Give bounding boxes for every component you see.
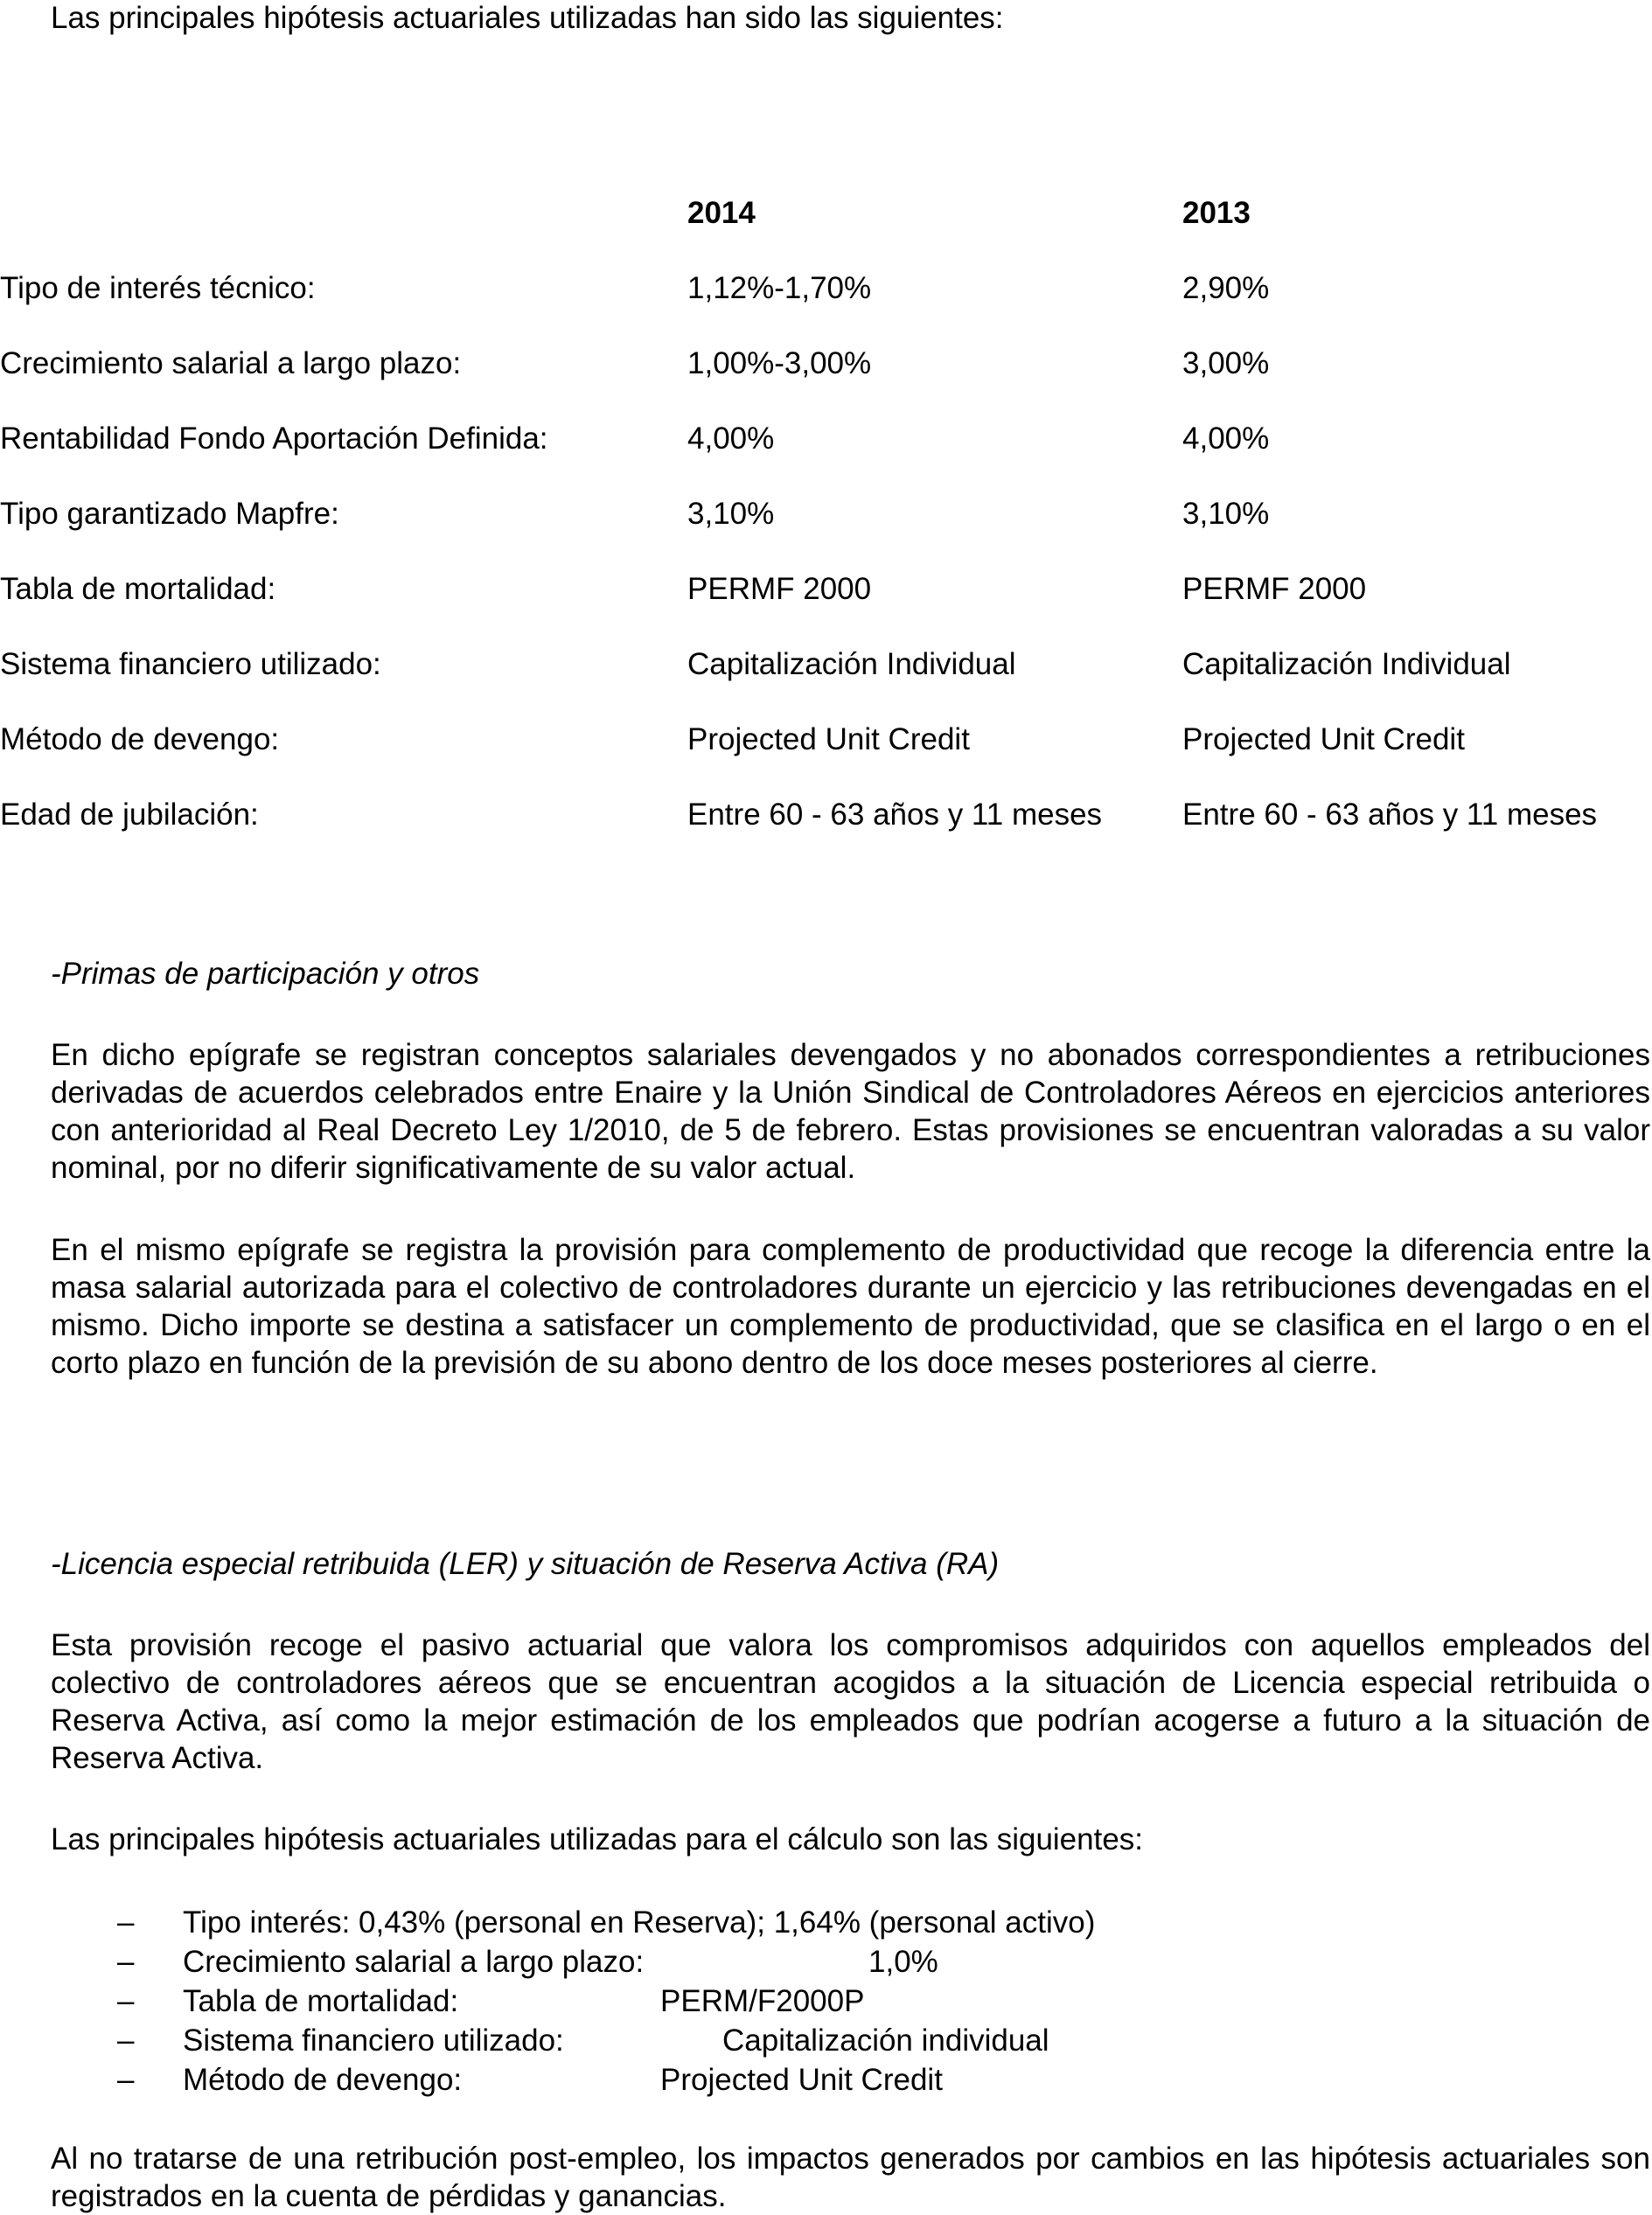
bullet-label: Sistema financiero utilizado: — [183, 2023, 564, 2058]
table-cell-2014: 4,00% — [687, 421, 775, 456]
table-cell-2013: Projected Unit Credit — [1182, 722, 1465, 756]
table-cell-2013: Entre 60 - 63 años y 11 meses — [1182, 798, 1598, 832]
bullet-dash: – — [117, 2023, 135, 2058]
table-row-label: Tipo de interés técnico: — [0, 271, 316, 305]
table-row-label: Edad de jubilación: — [0, 798, 259, 832]
bullet-value: PERM/F2000P — [660, 1984, 865, 2018]
table-cell-2013: 3,00% — [1182, 346, 1270, 380]
paragraph: En el mismo epígrafe se registra la provisión para complemento de productividad que recoge la diferencia entre la masa salarial autorizada para el colectivo de controladores durante un ejercicio y las retribuciones devengadas en el mismo. Dicho importe se destina a satisfacer un complemento de productividad, que se clasifica en el largo o en el corto plazo en función de la previsión de su abono dentro de los doce meses posteriores al cierre. — [51, 1233, 1650, 1380]
paragraph: Esta provisión recoge el pasivo actuarial que valora los compromisos adquiridos con aquellos empleados del colectivo de controladores aéreos que se encuentran acogidos a la situación de Licencia especial retribuida o Reserva Activa, así como la mejor estimación de los empleados que podrían acogerse a futuro a la situación de Reserva Activa. — [51, 1628, 1650, 1775]
table-cell-2014: PERMF 2000 — [687, 572, 872, 606]
table-cell-2014: Projected Unit Credit — [687, 722, 970, 756]
section-title-primas: -Primas de participación y otros — [51, 957, 480, 991]
table-cell-2014: 1,12%-1,70% — [687, 271, 872, 305]
table-cell-2013: PERMF 2000 — [1182, 572, 1367, 606]
table-header-2013: 2013 — [1182, 196, 1251, 230]
table-row-label: Crecimiento salarial a largo plazo: — [0, 346, 462, 380]
bullet-dash: – — [117, 1984, 135, 2018]
table-header-2014: 2014 — [687, 196, 756, 230]
bullet-label: Crecimiento salarial a largo plazo: — [183, 1945, 645, 1979]
table-cell-2013: 2,90% — [1182, 271, 1270, 305]
paragraph: Al no tratarse de una retribución post-empleo, los impactos generados por cambios en las hipótesis actuariales son registrados en la cuenta de pérdidas y ganancias. — [51, 2142, 1650, 2213]
bullet-label: Tipo interés: 0,43% (personal en Reserva); 1,64% (personal activo) — [183, 1905, 1096, 1940]
table-row-label: Rentabilidad Fondo Aportación Definida: — [0, 421, 548, 456]
table-cell-2013: Capitalización Individual — [1182, 647, 1511, 681]
bullet-dash: – — [117, 1905, 135, 1940]
section-title-licencia: -Licencia especial retribuida (LER) y situación de Reserva Activa (RA) — [51, 1547, 1000, 1581]
bullet-dash: – — [117, 2063, 135, 2097]
table-cell-2014: Capitalización Individual — [687, 647, 1016, 681]
bullet-label: Tabla de mortalidad: — [183, 1984, 459, 2018]
bullet-value: Projected Unit Credit — [660, 2063, 943, 2097]
table-cell-2013: 3,10% — [1182, 497, 1270, 531]
paragraph: Las principales hipótesis actuariales utilizadas para el cálculo son las siguientes: — [51, 1822, 1144, 1856]
paragraph: En dicho epígrafe se registran conceptos salariales devengados y no abonados correspondientes a retribuciones derivadas de acuerdos celebrados entre Enaire y la Unión Sindical de Controladores Aéreos en ejercicios anteriores con anterioridad al Real Decreto Ley 1/2010, de 5 de febrero. Estas provisiones se encuentran valoradas a su valor nominal, por no diferir significativamente de su valor actual. — [51, 1038, 1650, 1185]
bullet-value: 1,0% — [868, 1945, 938, 1979]
table-cell-2014: 1,00%-3,00% — [687, 346, 872, 380]
intro-text: Las principales hipótesis actuariales utilizadas han sido las siguientes: — [51, 1, 1004, 35]
table-row-label: Tipo garantizado Mapfre: — [0, 497, 339, 531]
table-row-label: Sistema financiero utilizado: — [0, 647, 381, 681]
table-cell-2014: Entre 60 - 63 años y 11 meses — [687, 798, 1103, 832]
bullet-label: Método de devengo: — [183, 2063, 463, 2097]
table-row-label: Tabla de mortalidad: — [0, 572, 276, 606]
table-cell-2013: 4,00% — [1182, 421, 1270, 456]
bullet-dash: – — [117, 1945, 135, 1979]
table-cell-2014: 3,10% — [687, 497, 775, 531]
bullet-value: Capitalización individual — [722, 2023, 1049, 2058]
table-row-label: Método de devengo: — [0, 722, 280, 756]
